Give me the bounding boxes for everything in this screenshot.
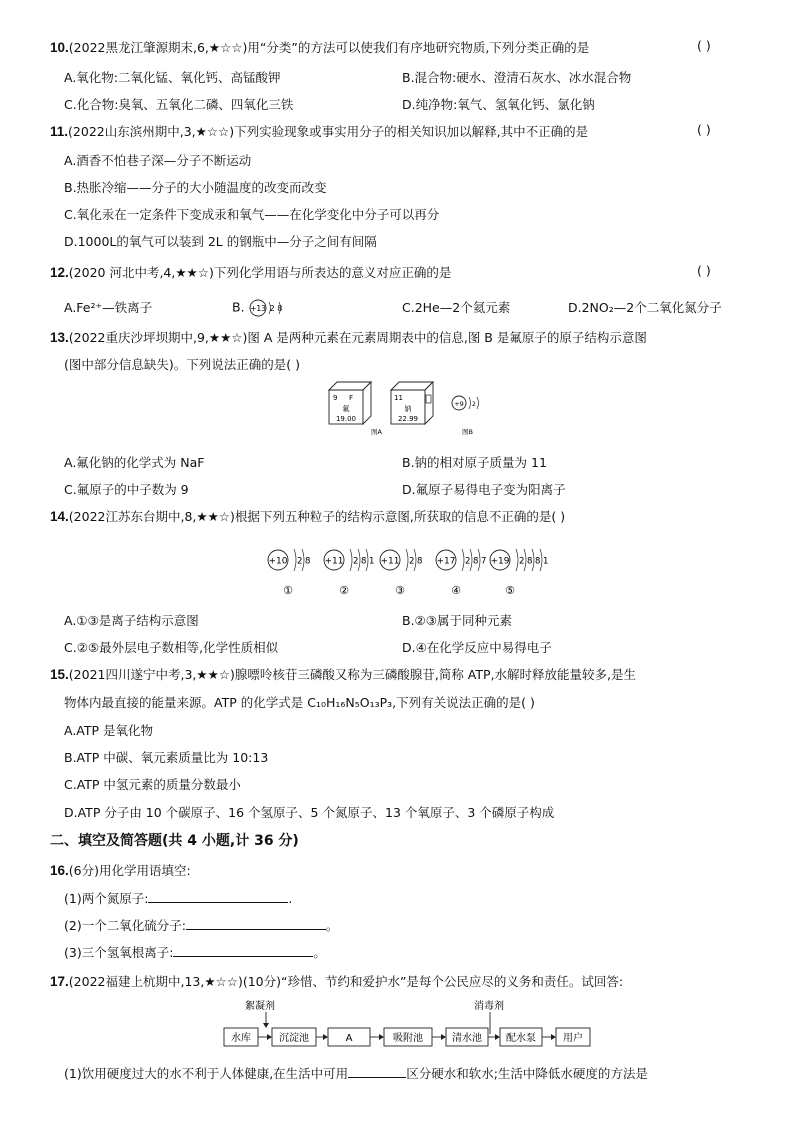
q14-number: 14. bbox=[50, 509, 69, 524]
q12-b-shells: 2 8 bbox=[269, 304, 282, 313]
svg-text:清水池: 清水池 bbox=[452, 1033, 482, 1044]
svg-text:吸附池: 吸附池 bbox=[393, 1033, 423, 1044]
particle-shell-count: 8 bbox=[535, 556, 541, 567]
q12-option-d: D.2NO₂—2个二氧化氮分子 bbox=[568, 300, 722, 315]
figure-b-label: 图B bbox=[462, 428, 473, 436]
q12-answer-paren: ( ) bbox=[697, 263, 711, 278]
q16-number: 16. bbox=[50, 863, 69, 878]
q16-item-3: (3)三个氢氧根离子: 。 bbox=[64, 945, 326, 960]
svg-text:19.00: 19.00 bbox=[335, 415, 357, 423]
particle-shell-count: 2 bbox=[297, 556, 303, 567]
flocculant-label: 絮凝剂 bbox=[245, 1001, 275, 1012]
q17-blank-1[interactable] bbox=[348, 1064, 406, 1078]
svg-text:用户: 用户 bbox=[563, 1033, 583, 1044]
q10-number: 10. bbox=[50, 40, 69, 55]
q11-option-c: C.氧化汞在一定条件下变成汞和氧气——在化学变化中分子可以再分 bbox=[64, 207, 440, 222]
flow-box-7 bbox=[556, 1028, 590, 1046]
particle-shell-count: 8 bbox=[473, 556, 479, 567]
q12-option-c: C.2He—2个氦元素 bbox=[402, 300, 511, 315]
q14-option-d: D.④在化学反应中易得电子 bbox=[402, 640, 552, 655]
q10-option-d: D.纯净物:氧气、氢氧化钙、氯化钠 bbox=[402, 97, 595, 112]
q14-text: (2022江苏东台期中,8,★★☆)根据下列五种粒子的结构示意图,所获取的信息不正确的是( ) bbox=[68, 509, 566, 524]
periodic-box-sodium bbox=[391, 382, 433, 424]
q10-option-c: C.化合物:臭氧、五氧化二磷、四氧化三铁 bbox=[64, 97, 294, 112]
flow-box-2 bbox=[272, 1028, 316, 1046]
q11-option-d: D.1000L的氧气可以装到 2L 的钢瓶中—分子之间有间隔 bbox=[64, 234, 377, 249]
q11-option-a: A.酒香不怕巷子深—分子不断运动 bbox=[64, 153, 252, 168]
q17-number: 17. bbox=[50, 974, 69, 989]
particle-shell-count: 1 bbox=[543, 556, 549, 567]
svg-text:9: 9 bbox=[333, 394, 338, 402]
q12-option-b-label: B. bbox=[232, 299, 245, 315]
particle-shell-count: 8 bbox=[527, 556, 533, 567]
svg-text:配水泵: 配水泵 bbox=[506, 1033, 536, 1044]
q12-number: 12. bbox=[50, 265, 69, 280]
svg-text:2: 2 bbox=[472, 401, 476, 408]
q10-stem bbox=[50, 38, 589, 56]
q15-stem-line2: 物体内最直接的能量来源。ATP 的化学式是 C₁₀H₁₆N₅O₁₃P₃,下列有关说法正确的是( ) bbox=[64, 695, 535, 710]
q11-stem bbox=[50, 122, 588, 140]
q13-figure bbox=[325, 380, 505, 438]
particle-label: ⑤ bbox=[505, 584, 515, 597]
q15-text1: (2021四川遂宁中考,3,★★☆)腺嘌呤核苷三磷酸又称为三磷酸腺苷,简称 ATP,水解时释放能量较多,是生 bbox=[68, 667, 637, 682]
flow-box-5 bbox=[446, 1028, 488, 1046]
q14-option-a: A.①③是离子结构示意图 bbox=[64, 613, 199, 628]
q14-particle-diagrams bbox=[265, 540, 549, 598]
particle-shell-count: 2 bbox=[409, 556, 415, 567]
q13-option-b: B.钠的相对原子质量为 11 bbox=[402, 455, 547, 470]
q13-number: 13. bbox=[50, 330, 69, 345]
q17-sub1: (1)饮用硬度过大的水不利于人体健康,在生活中可用 区分硬水和软水;生活中降低水硬度的方法是 bbox=[64, 1066, 648, 1081]
svg-text:沉淀池: 沉淀池 bbox=[279, 1033, 309, 1044]
particle-label: ② bbox=[339, 584, 349, 597]
section-heading: 二、填空及简答题(共 4 小题,计 36 分) bbox=[50, 833, 299, 849]
particle-nucleus: +19 bbox=[490, 556, 510, 567]
fluorine-atom-diagram bbox=[452, 396, 479, 410]
particle-diagram-5 bbox=[490, 549, 548, 597]
q13-text1: (2022重庆沙坪坝期中,9,★★☆)图 A 是两种元素在元素周期表中的信息,图 B 是氟原子的原子结构示意图 bbox=[68, 330, 647, 345]
svg-text:水库: 水库 bbox=[231, 1033, 251, 1044]
particle-label: ① bbox=[283, 584, 293, 597]
q14-stem bbox=[50, 507, 565, 525]
q11-text: (2022山东滨州期中,3,★☆☆)下列实验现象或事实用分子的相关知识加以解释,其中不正确的是 bbox=[68, 124, 589, 139]
q16-text: (6分)用化学用语填空: bbox=[68, 863, 191, 878]
q11-number: 11. bbox=[50, 124, 69, 139]
q13-option-a: A.氟化钠的化学式为 NaF bbox=[64, 455, 205, 470]
particle-diagram-1 bbox=[268, 549, 310, 597]
q17-water-treatment-flowchart bbox=[220, 998, 620, 1052]
particle-shell-count: 8 bbox=[361, 556, 367, 567]
particle-diagram-4 bbox=[436, 549, 486, 597]
svg-text:A: A bbox=[345, 1033, 353, 1044]
q11-answer-paren: ( ) bbox=[697, 122, 711, 137]
q16-blank-3[interactable] bbox=[173, 943, 313, 957]
q13-option-c: C.氟原子的中子数为 9 bbox=[64, 482, 189, 497]
particle-label: ③ bbox=[395, 584, 405, 597]
q14-option-c: C.②⑤最外层电子数相等,化学性质相似 bbox=[64, 640, 279, 655]
periodic-box-fluorine bbox=[329, 382, 371, 424]
particle-nucleus: +11 bbox=[324, 556, 344, 567]
q16-stem bbox=[50, 861, 191, 879]
figure-a-label: 图A bbox=[371, 428, 382, 436]
particle-shell-count: 2 bbox=[465, 556, 471, 567]
particle-diagram-3 bbox=[380, 549, 422, 597]
q15-stem-line1 bbox=[50, 665, 636, 683]
particle-shell-count: 8 bbox=[417, 556, 423, 567]
particle-nucleus: +11 bbox=[380, 556, 400, 567]
disinfectant-label: 消毒剂 bbox=[474, 1001, 504, 1012]
particle-shell-count: 2 bbox=[353, 556, 359, 567]
q12-stem bbox=[50, 263, 451, 281]
q16-blank-2[interactable] bbox=[186, 916, 326, 930]
q13-stem-line1 bbox=[50, 328, 647, 346]
q16-blank-1[interactable] bbox=[148, 889, 288, 903]
particle-shell-count: 1 bbox=[369, 556, 375, 567]
flow-box-3 bbox=[328, 1028, 370, 1046]
svg-text:钠: 钠 bbox=[404, 405, 412, 413]
q15-option-c: C.ATP 中氢元素的质量分数最小 bbox=[64, 777, 241, 792]
particle-diagram-2 bbox=[324, 549, 374, 597]
q17-text: (2022福建上杭期中,13,★☆☆)(10分)“珍惜、节约和爱护水”是每个公民应尽的义务和责任。试回答: bbox=[68, 974, 624, 989]
particle-nucleus: +10 bbox=[268, 556, 288, 567]
svg-text:+9: +9 bbox=[454, 400, 464, 408]
q10-option-a: A.氧化物:二氧化锰、氧化钙、高锰酸钾 bbox=[64, 70, 281, 85]
svg-text:22.99: 22.99 bbox=[397, 415, 419, 423]
q12-option-a: A.Fe²⁺—铁离子 bbox=[64, 300, 153, 315]
q12-option-b-atom-diagram bbox=[249, 298, 289, 318]
q13-stem-line2: (图中部分信息缺失)。下列说法正确的是( ) bbox=[64, 357, 300, 372]
particle-shell-count: 8 bbox=[305, 556, 311, 567]
q12-option-b bbox=[232, 298, 289, 318]
particle-shell-count: 2 bbox=[519, 556, 525, 567]
svg-text:氟: 氟 bbox=[342, 405, 350, 413]
flow-box-4 bbox=[384, 1028, 432, 1046]
flow-box-1 bbox=[224, 1028, 258, 1046]
svg-text:11: 11 bbox=[394, 394, 403, 402]
q16-item-2: (2)一个二氧化硫分子: 。 bbox=[64, 918, 339, 933]
q12-b-nucleus: +13 bbox=[249, 304, 266, 313]
q11-option-b: B.热胀冷缩——分子的大小随温度的改变而改变 bbox=[64, 180, 327, 195]
particle-nucleus: +17 bbox=[436, 556, 456, 567]
q15-option-b: B.ATP 中碳、氧元素质量比为 10:13 bbox=[64, 750, 269, 765]
q10-option-b: B.混合物:硬水、澄清石灰水、冰水混合物 bbox=[402, 70, 632, 85]
flow-box-6 bbox=[500, 1028, 542, 1046]
particle-shell-count: 7 bbox=[481, 556, 487, 567]
svg-text:F: F bbox=[349, 394, 354, 402]
q10-answer-paren: ( ) bbox=[697, 38, 711, 53]
q15-option-a: A.ATP 是氧化物 bbox=[64, 723, 154, 738]
q13-option-d: D.氟原子易得电子变为阳离子 bbox=[402, 482, 566, 497]
particle-label: ④ bbox=[451, 584, 461, 597]
q16-item-1: (1)两个氮原子: . bbox=[64, 891, 293, 906]
q14-option-b: B.②③属于同种元素 bbox=[402, 613, 512, 628]
q15-number: 15. bbox=[50, 667, 69, 682]
q10-text: (2022黑龙江肇源期末,6,★☆☆)用“分类”的方法可以使我们有序地研究物质,下列分类正确的是 bbox=[68, 40, 590, 55]
q15-option-d: D.ATP 分子由 10 个碳原子、16 个氢原子、5 个氮原子、13 个氧原子、3 个磷原子构成 bbox=[64, 805, 555, 820]
q12-text: (2020 河北中考,4,★★☆)下列化学用语与所表达的意义对应正确的是 bbox=[68, 265, 452, 280]
q17-stem bbox=[50, 972, 623, 990]
